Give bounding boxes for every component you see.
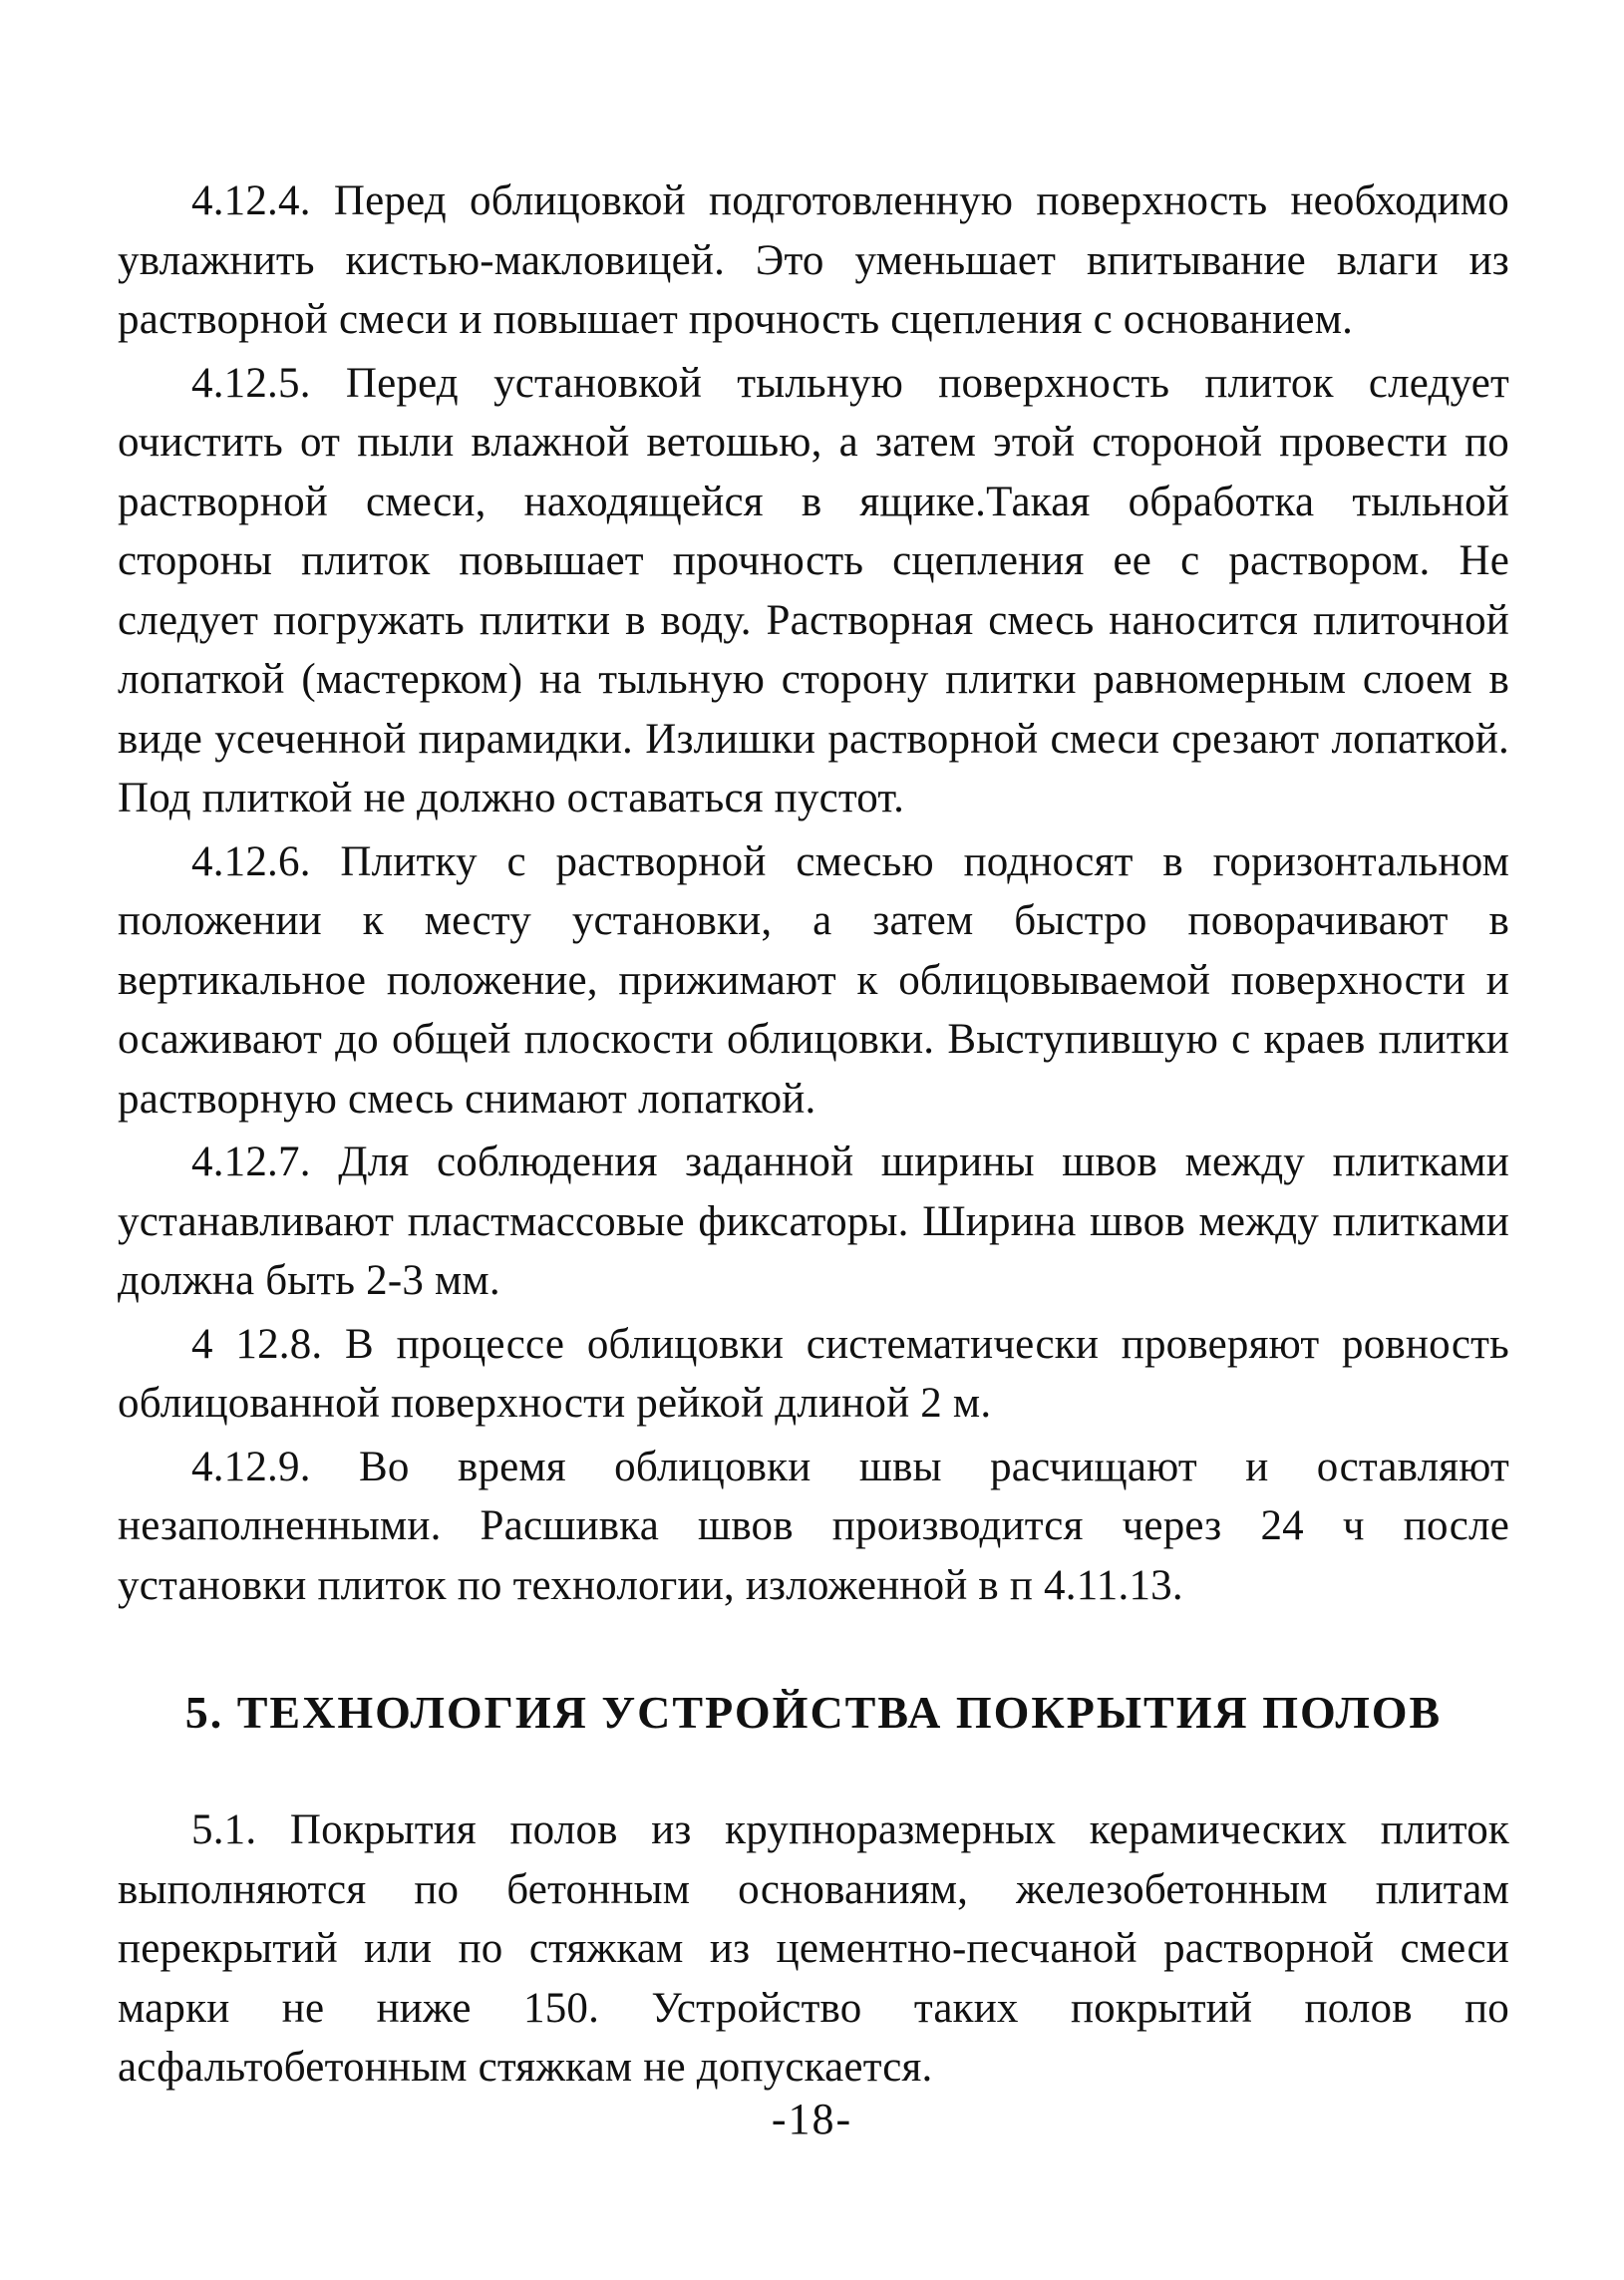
paragraph-4-12-9: 4.12.9. Во время облицовки швы расчищают и оставляют незаполненными. Расшивка швов производится через 24 ч после установки плиток по технологии, изложенной в п 4.11.13. — [118, 1443, 1509, 1609]
paragraph-4-12-4: 4.12.4. Перед облицовкой подготовленную поверхность необходимо увлажнить кистью-макловицей. Это уменьшает впитывание влаги из растворной смеси и повышает прочность сцепления с основанием. — [118, 177, 1509, 343]
paragraph-4-12-5: 4.12.5. Перед установкой тыльную поверхность плиток следует очистить от пыли влажной ветошью, а затем этой стороной провести по растворной смеси, находящейся в ящике.Такая обработка тыльной стороны плиток повышает прочность сцепления ее с раствором. Не следует погружать плитки в воду. Растворная смесь наносится плиточной лопаткой (мастерком) на тыльную сторону плитки равномерным слоем в виде усеченной пирамидки. Излишки растворной смеси срезают лопаткой. Под плиткой не должно оставаться пустот. — [118, 359, 1509, 821]
paragraph-5-1: 5.1. Покрытия полов из крупноразмерных керамических плиток выполняются по бетонным основаниям, железобетонным плитам перекрытий или по стяжкам из цементно-песчаной растворной смеси марки не ниже 150. Устройство таких покрытий полов по асфальтобетонным стяжкам не допускается. — [118, 1806, 1509, 2091]
page-number: -18- — [771, 2095, 853, 2143]
section-heading: 5. ТЕХНОЛОГИЯ УСТРОЙСТВА ПОКРЫТИЯ ПОЛОВ — [184, 1687, 1443, 1738]
page-content — [118, 171, 1509, 2102]
paragraph-4-12-6: 4.12.6. Плитку с растворной смесью подносят в горизонтальном положении к месту установки, а затем быстро поворачивают в вертикальное положение, прижимают к облицовываемой поверхности и осаживают до общей плоскости облицовки. Выступившую с краев плитки растворную смесь снимают лопаткой. — [118, 837, 1509, 1123]
paragraph-4-12-8: 4 12.8. В процессе облицовки систематически проверяют ровность облицованной поверхности рейкой длиной 2 м. — [118, 1320, 1509, 1427]
paragraph-4-12-7: 4.12.7. Для соблюдения заданной ширины швов между плитками устанавливают пластмассовые фиксаторы. Ширина швов между плитками должна быть 2-3 мм. — [118, 1139, 1509, 1304]
